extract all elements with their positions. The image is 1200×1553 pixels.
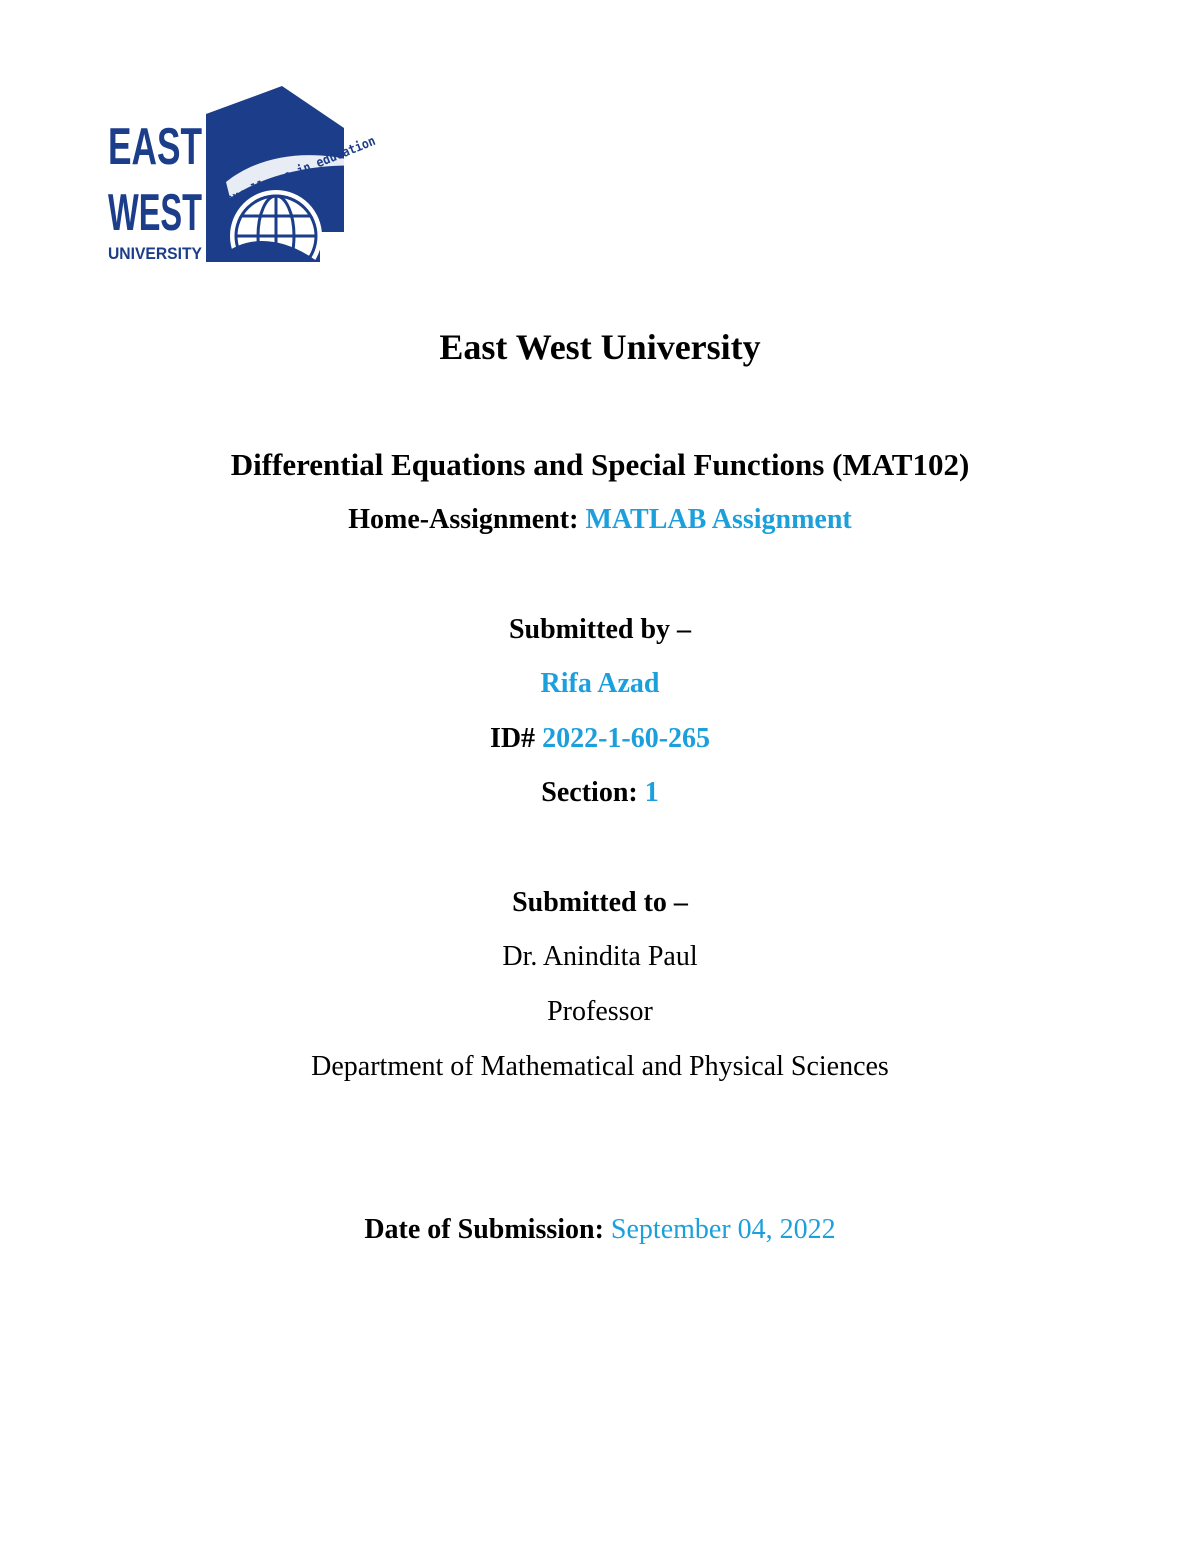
section-line	[0, 777, 1200, 809]
student-id-value: 2022-1-60-265	[542, 723, 711, 754]
university-logo	[108, 86, 388, 262]
instructor-designation: Professor	[547, 996, 653, 1027]
logo-text-east: EAST	[108, 118, 203, 176]
section-value: 1	[644, 777, 659, 808]
assignment-value: MATLAB Assignment	[585, 504, 852, 535]
submission-date-label: Date of Submission:	[364, 1214, 604, 1245]
instructor-department: Department of Mathematical and Physical Sciences	[311, 1051, 889, 1082]
course-title: Differential Equations and Special Functions (MAT102)	[230, 447, 970, 482]
student-name: Rifa Azad	[540, 668, 660, 699]
logo-motto: excellence in education	[223, 126, 388, 208]
section-label: Section:	[541, 777, 638, 808]
logo-text-university: UNIVERSITY	[108, 244, 203, 262]
assignment-label: Home-Assignment:	[348, 504, 579, 535]
instructor-name: Dr. Anindita Paul	[502, 941, 698, 972]
submission-date-line	[0, 1214, 1200, 1246]
submission-date-value: September 04, 2022	[610, 1214, 836, 1245]
logo-text-west: WEST	[108, 184, 203, 242]
student-id-label: ID#	[489, 723, 536, 754]
assignment-line	[0, 504, 1200, 536]
submitted-by-heading: Submitted by –	[508, 614, 692, 645]
submitted-to-heading: Submitted to –	[512, 887, 688, 918]
student-id-line	[0, 723, 1200, 755]
university-title: East West University	[439, 327, 761, 367]
